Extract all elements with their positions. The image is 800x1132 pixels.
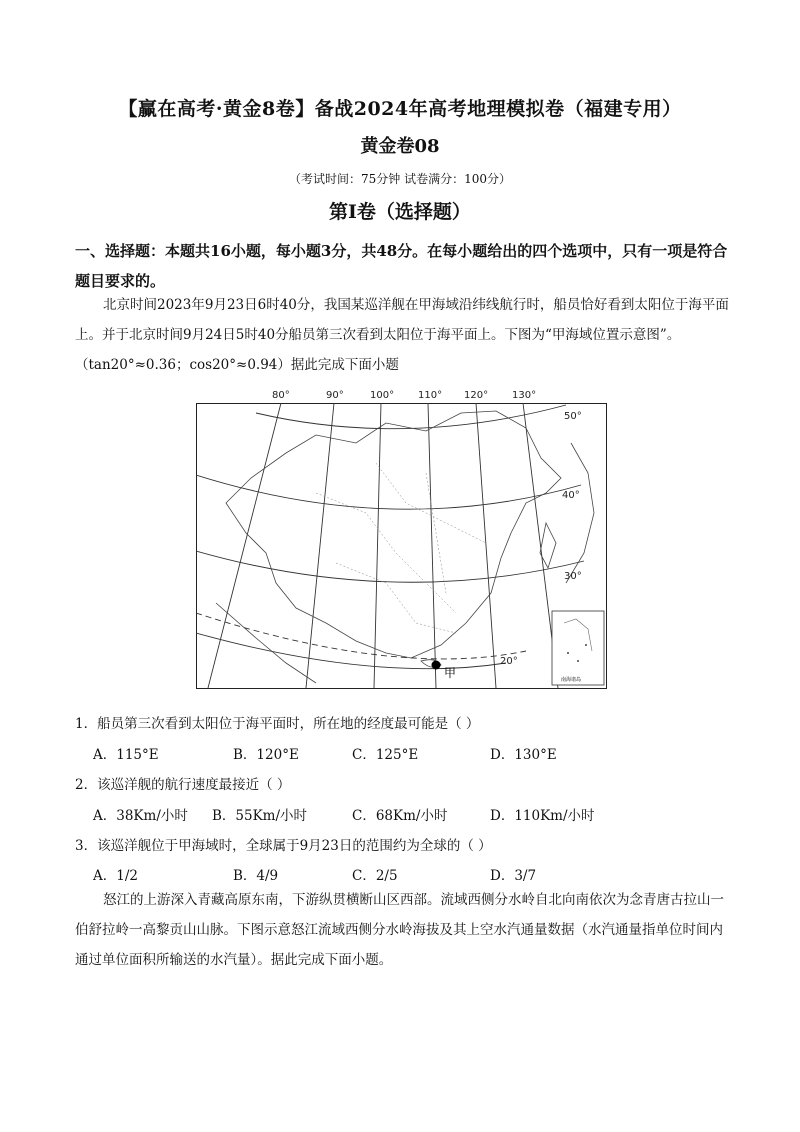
section-title: 第I卷（选择题） [329,201,471,223]
q2-option-a[interactable]: A．38Km/小时 [93,808,188,824]
paper-subtitle: 黄金卷08 [360,136,440,157]
q1-option-d[interactable]: D．130°E [490,747,557,763]
q3-option-b[interactable]: B．4/9 [233,868,279,884]
paper-title: 【赢在高考·黄金8卷】备战2024年高考地理模拟卷（福建专用） [118,98,682,120]
location-map [196,383,608,691]
question-3: 3．该巡洋舰位于甲海域时，全球属于9月23日的范围约为全球的（ ） [75,838,492,854]
q2-option-c[interactable]: C．68Km/小时 [352,808,448,824]
map-frame [197,404,607,689]
inset-label: 南海诸岛 [561,677,582,683]
lon-label-110: 110° [418,390,443,401]
lat-label-40: 40° [562,490,580,501]
q3-option-c[interactable]: C．2/5 [352,868,398,884]
lat-label-30: 30° [564,571,582,582]
q2-option-b[interactable]: B．55Km/小时 [212,808,308,824]
question-2: 2．该巡洋舰的航行速度最接近（ ） [75,777,291,793]
passage-2: 怒江的上游深入青藏高原东南，下游纵贯横断山区西部。流域西侧分水岭自北向南依次为念青唐古拉山一伯舒拉岭一高黎贡山山脉。下图示意怒江流域西侧分水岭海拔及其上空水汽通量数据（水汽通量指单位时间内通过单位面积所输送的水汽量）。据此完成下面小题。 [75,892,724,968]
inset-frame [552,611,604,685]
lon-label-80: 80° [272,390,290,401]
passage-1: 北京时间2023年9月23日6时40分，我国某巡洋舰在甲海域沿纬线航行时，船员恰好看到太阳位于海平面上。并于北京时间9月24日5时40分船员第三次看到太阳位于海平面上。下图为“甲海域位置示意图”。（tan20°≈0.36；cos20°≈0.94）据此完成下面小题 [75,297,729,373]
q3-option-a[interactable]: A．1/2 [93,868,138,884]
q3-option-d[interactable]: D．3/7 [490,868,537,884]
exam-info: （考试时间：75分钟 试卷满分：100分） [289,172,511,186]
lon-label-100: 100° [370,390,395,401]
lon-label-130: 130° [512,390,537,401]
map-svg [196,383,608,691]
lat-label-20: 20° [500,656,518,667]
lon-label-120: 120° [464,390,489,401]
q1-option-c[interactable]: C．125°E [352,747,419,763]
q2-option-d[interactable]: D．110Km/小时 [490,808,595,824]
point-jia-marker [432,661,441,670]
q1-option-a[interactable]: A．115°E [93,747,159,763]
instructions: 一、选择题：本题共16小题，每小题3分，共48分。在每小题给出的四个选项中，只有一项是符合题目要求的。 [75,242,728,290]
q1-option-b[interactable]: B．120°E [233,747,299,763]
point-jia-label: 甲 [444,666,457,680]
lon-label-90: 90° [326,390,344,401]
question-1: 1．船员第三次看到太阳位于海平面时，所在地的经度最可能是（ ） [75,716,480,732]
lat-label-50: 50° [564,411,582,422]
